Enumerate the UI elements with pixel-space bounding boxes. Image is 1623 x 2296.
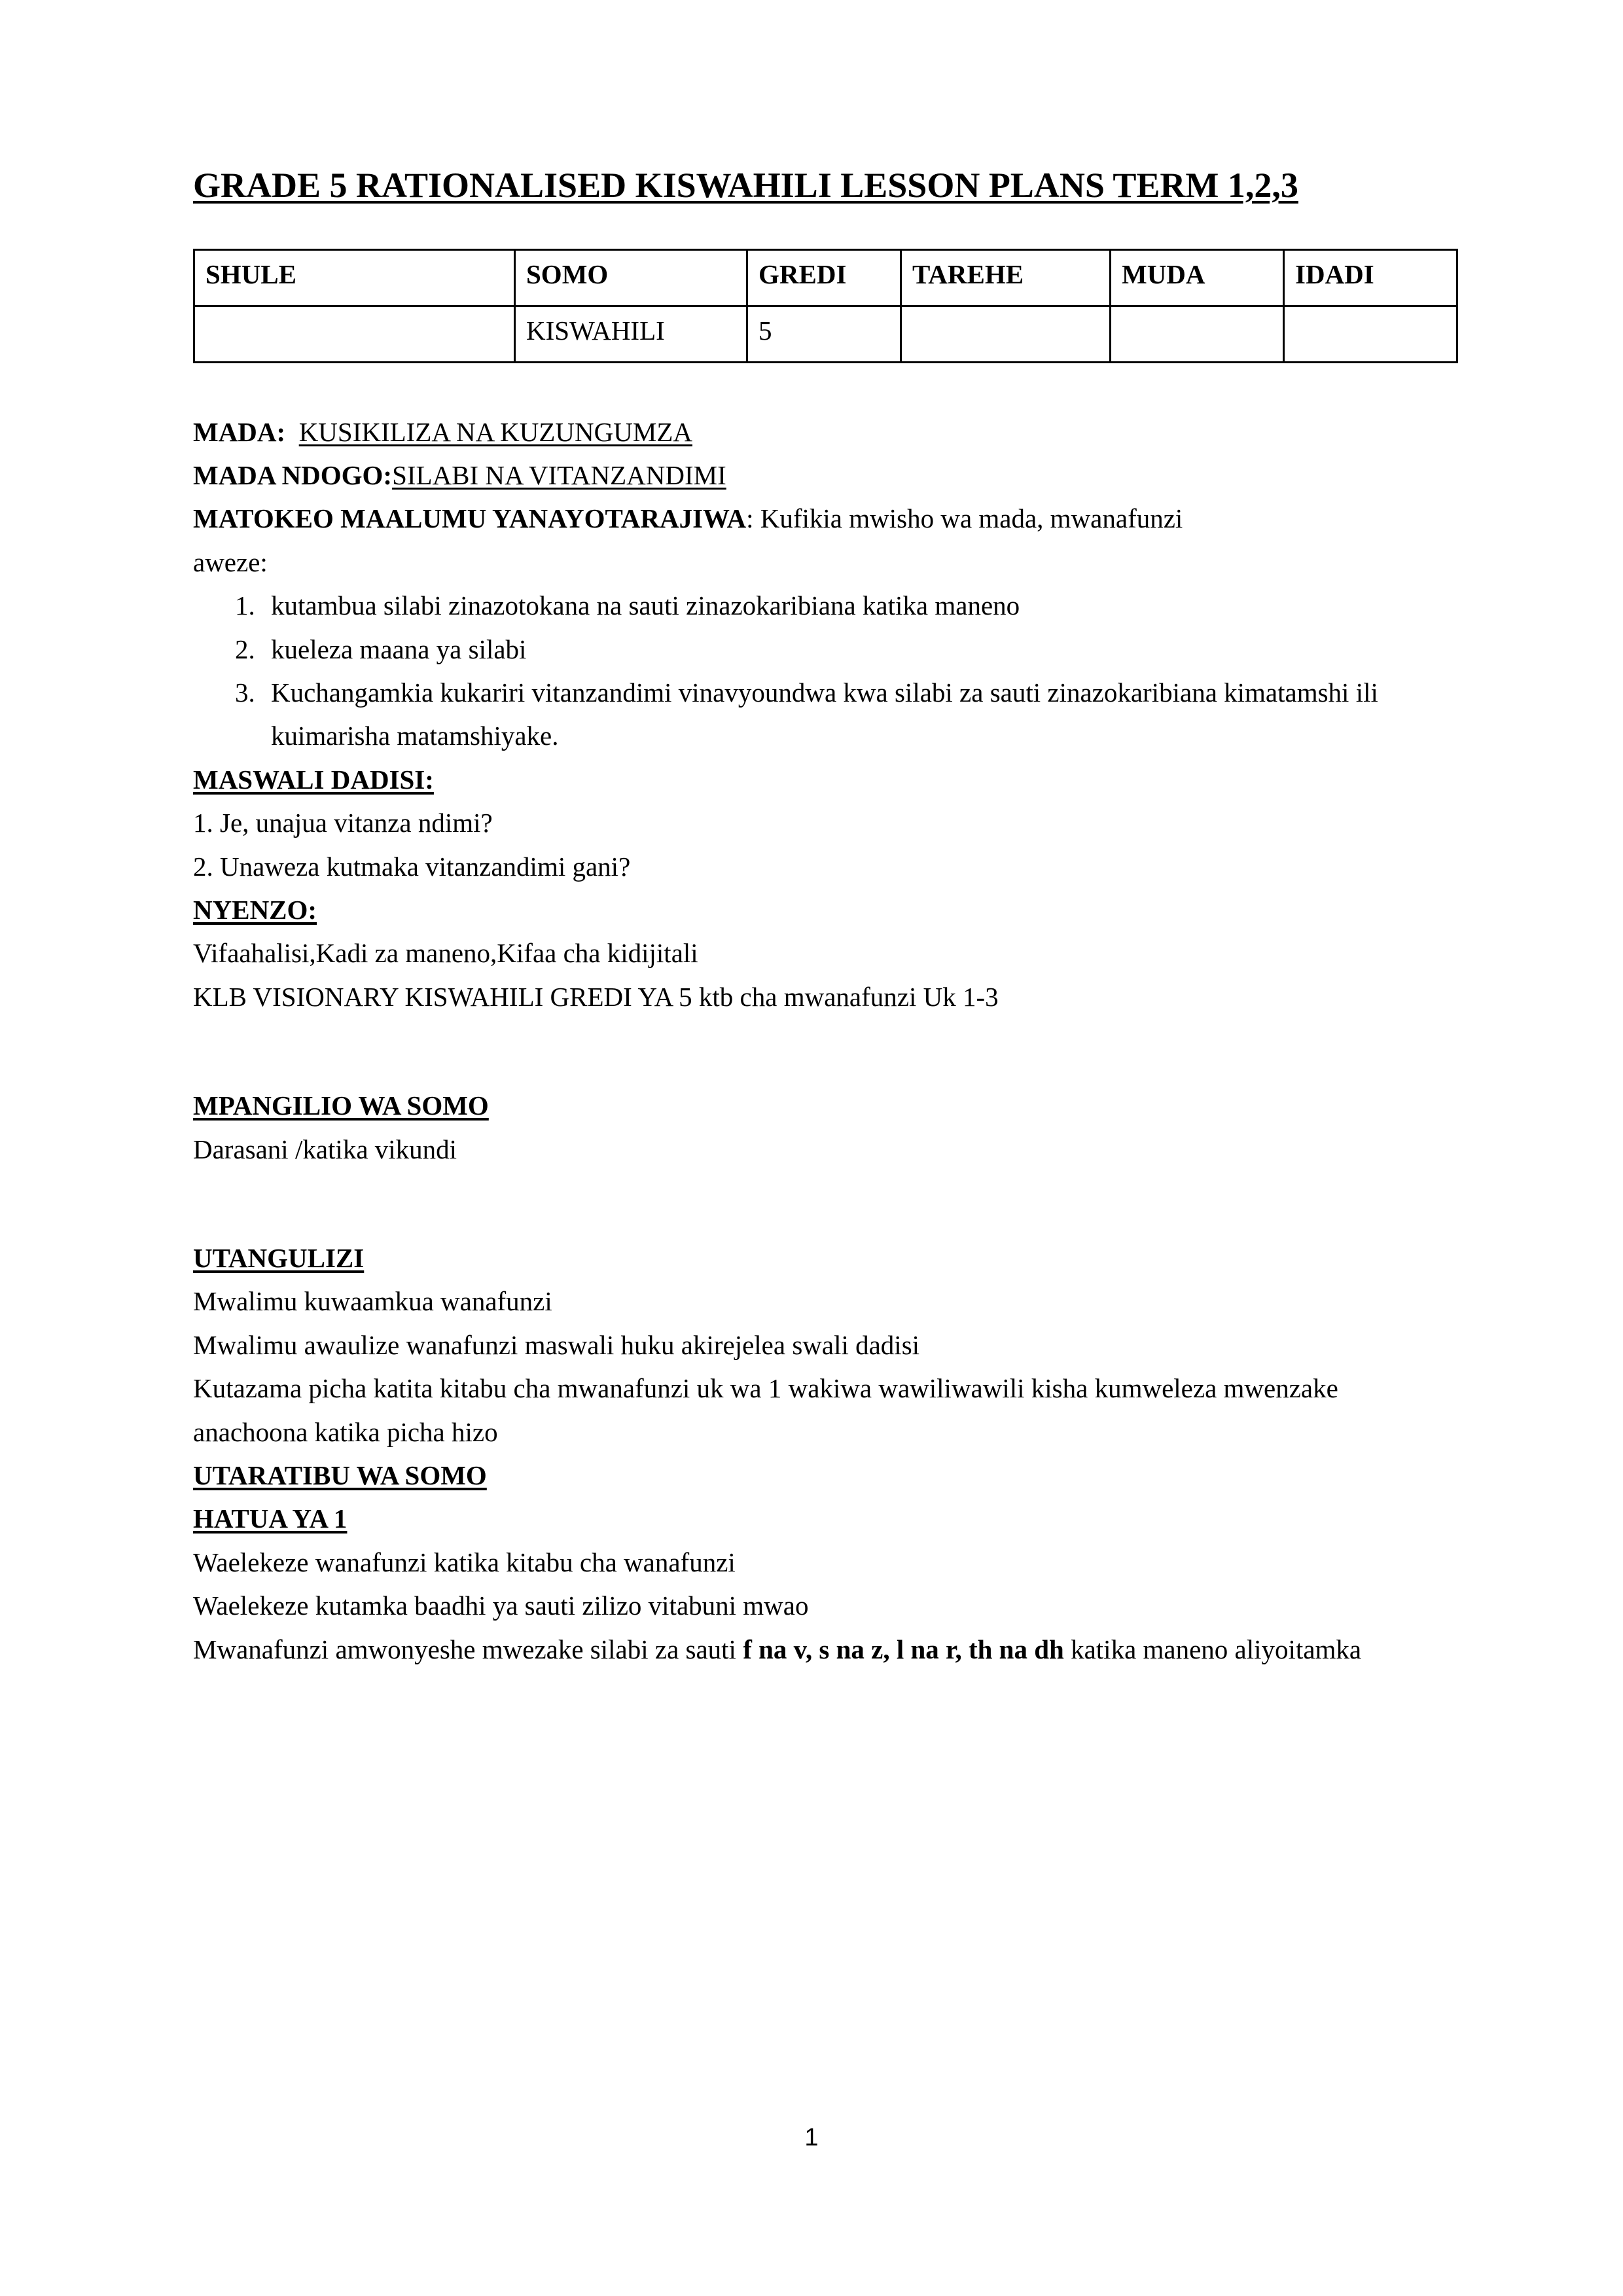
lesson-info-table [193, 249, 1458, 363]
hatua1-line-2: Waelekeze kutamka baadhi ya sauti zilizo vitabuni mwao [193, 1590, 809, 1621]
hatua1-mixed-before: Mwanafunzi amwonyeshe mwezake silabi za sauti [193, 1634, 743, 1664]
table-header-gredi: GREDI [747, 249, 901, 306]
utangulizi-heading: UTANGULIZI [193, 1243, 365, 1273]
section-spacer [193, 1018, 1456, 1062]
utaratibu-heading-row [193, 1454, 1456, 1497]
list-item: 2. kueleza maana ya silabi [262, 628, 1456, 671]
mada-label: MADA [193, 416, 277, 447]
section-spacer [193, 1171, 1456, 1214]
page-title: GRADE 5 RATIONALISED KISWAHILI LESSON PLANS TERM 1,2,3 [193, 166, 1298, 205]
matokeo-continuation: aweze: [193, 547, 268, 577]
table-header-tarehe: TAREHE [901, 249, 1111, 306]
table-row [194, 306, 1457, 362]
mada-separator: : [276, 416, 286, 447]
utangulizi-line-1: Mwalimu kuwaamkua wanafunzi [193, 1286, 552, 1317]
hatua1-mixed-bold: f na v, s na z, l na r, th na dh [743, 1634, 1064, 1664]
nyenzo-heading-row [193, 888, 1456, 931]
mada-line [193, 410, 1456, 454]
list-item: 3. Kuchangamkia kukariri vitanzandimi vinavyoundwa kwa silabi za sauti zinazokaribiana kimatamshi ili kuimarisha matamshiyake. [262, 671, 1456, 758]
mada-ndogo-value: SILABI NA VITANZANDIMI [392, 459, 726, 490]
table-header-shule: SHULE [194, 249, 515, 306]
table-cell-somo[interactable]: KISWAHILI [515, 306, 747, 362]
utaratibu-heading: UTARATIBU WA SOMO [193, 1460, 487, 1491]
mpangilio-heading: MPANGILIO WA SOMO [193, 1090, 489, 1121]
table-cell-muda[interactable] [1111, 306, 1284, 362]
mada-ndogo-line [193, 454, 1456, 497]
nyenzo-line-1: Vifaahalisi,Kadi za maneno,Kifaa cha kidijitali [193, 938, 698, 969]
nyenzo-heading: NYENZO: [193, 894, 317, 925]
section-spacer [193, 1214, 1456, 1236]
matokeo-label: MATOKEO MAALUMU YANAYOTARAJIWA [193, 503, 747, 534]
table-cell-gredi[interactable]: 5 [747, 306, 901, 362]
hatua1-mixed-line [193, 1628, 1456, 1671]
hatua1-line-1: Waelekeze wanafunzi katika kitabu cha wanafunzi [193, 1547, 736, 1577]
section-spacer [193, 1062, 1456, 1084]
learning-outcomes-list [193, 584, 1456, 758]
utangulizi-line-3: Kutazama picha katita kitabu cha mwanafunzi uk wa 1 wakiwa wawiliwawili kisha kumweleza mwenzake anachoona katika picha hizo [193, 1373, 1338, 1447]
maswali-dadisi-question-2: 2. Unaweza kutmaka vitanzandimi gani? [193, 851, 631, 882]
matokeo-line [193, 497, 1456, 540]
nyenzo-line-2: KLB VISIONARY KISWAHILI GREDI YA 5 ktb cha mwanafunzi Uk 1-3 [193, 981, 999, 1012]
matokeo-intro: : Kufikia mwisho wa mada, mwanafunzi [746, 503, 1183, 534]
table-header-somo: SOMO [515, 249, 747, 306]
hatua1-mixed-after: katika maneno aliyoitamka [1063, 1634, 1362, 1664]
table-cell-tarehe[interactable] [901, 306, 1111, 362]
list-item: 1. kutambua silabi zinazotokana na sauti zinazokaribiana katika maneno [262, 584, 1456, 627]
table-header-idadi: IDADI [1284, 249, 1457, 306]
hatua1-heading: HATUA YA 1 [193, 1503, 348, 1534]
mada-ndogo-label: MADA NDOGO: [193, 459, 393, 490]
utangulizi-heading-row [193, 1236, 1456, 1280]
utangulizi-line-2: Mwalimu awaulize wanafunzi maswali huku akirejelea swali dadisi [193, 1329, 920, 1360]
table-header-row [194, 249, 1457, 306]
hatua1-heading-row [193, 1497, 1456, 1540]
table-cell-idadi[interactable] [1284, 306, 1457, 362]
mpangilio-heading-row [193, 1084, 1456, 1127]
table-cell-shule[interactable] [194, 306, 515, 362]
page-number: 1 [804, 2124, 819, 2151]
maswali-dadisi-heading: MASWALI DADISI: [193, 764, 434, 795]
maswali-dadisi-heading-row [193, 758, 1456, 801]
table-header-muda: MUDA [1111, 249, 1284, 306]
mpangilio-line-1: Darasani /katika vikundi [193, 1134, 457, 1164]
document-content [193, 164, 1456, 1671]
maswali-dadisi-question-1: 1. Je, unajua vitanza ndimi? [193, 808, 493, 838]
mada-value: KUSIKILIZA NA KUZUNGUMZA [298, 416, 692, 447]
